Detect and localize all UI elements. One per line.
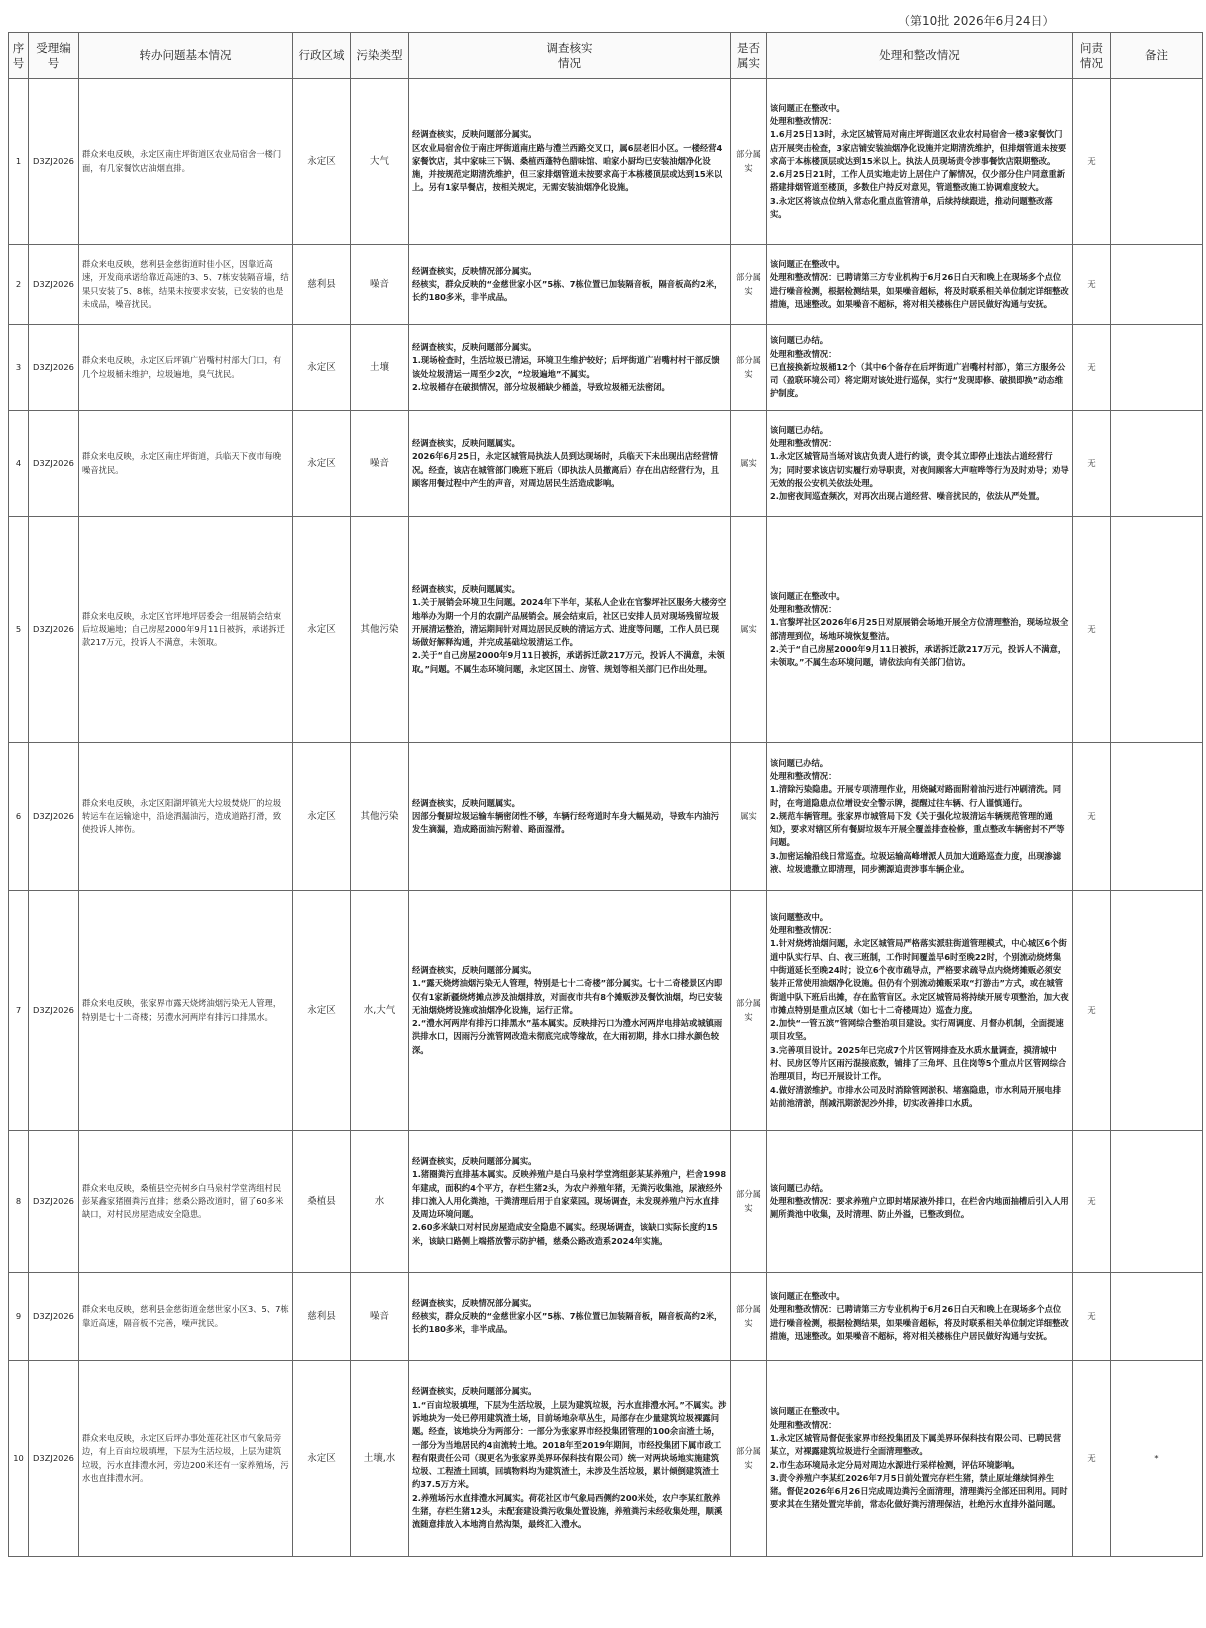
table-row xyxy=(9,743,1203,891)
cell-remark: * xyxy=(1111,1361,1203,1557)
cell-region: 永定区 xyxy=(293,79,351,245)
cell-pollution: 噪音 xyxy=(351,245,409,325)
cell-accountability: 无 xyxy=(1073,1131,1111,1273)
cell-basic: 群众来电反映，永定区阳湖坪镇光大垃圾焚烧厂的垃圾转运车在运输途中，沿途洒漏油污，造成道路打滑，致使投诉人摔伤。 xyxy=(79,743,293,891)
table-row xyxy=(9,245,1203,325)
cell-investigation: 经调查核实，反映情况部分属实。 经核实，群众反映的“金慈世家小区”5栋、7栋位置已加装隔音板，隔音板高约2米，长约180多米，非半成品。 xyxy=(409,1273,731,1361)
cell-remark xyxy=(1111,891,1203,1131)
cell-basic: 群众来电反映，永定区后坪办事处莲花社区市气象局旁边，有上百亩垃圾填埋，下层为生活垃圾，上层为建筑垃圾，污水直排澧水河，旁边200米还有一家养殖场，污水也直排澧水河。 xyxy=(79,1361,293,1557)
cell-no: 1 xyxy=(9,79,29,245)
cell-accountability: 无 xyxy=(1073,743,1111,891)
cell-handling: 该问题已办结。 处理和整改情况：要求养殖户立即封堵尿液外排口，在栏舍内地面抽槽后引入人用厕所粪池中收集，及时清理、防止外溢，已整改到位。 xyxy=(767,1131,1073,1273)
cell-id: D3ZJ2026 xyxy=(29,743,79,891)
cell-id: D3ZJ2026 xyxy=(29,79,79,245)
cell-region: 桑植县 xyxy=(293,1131,351,1273)
cell-region: 永定区 xyxy=(293,411,351,517)
cell-region: 永定区 xyxy=(293,517,351,743)
cell-investigation: 经调查核实，反映问题属实。 因部分餐厨垃圾运输车辆密闭性不够，车辆行经弯道时车身大幅晃动，导致车内油污发生滴漏，造成路面油污附着、路面湿滑。 xyxy=(409,743,731,891)
cell-no: 2 xyxy=(9,245,29,325)
cell-fact: 部分属实 xyxy=(731,1361,767,1557)
petition-table xyxy=(8,32,1203,1557)
cell-no: 7 xyxy=(9,891,29,1131)
cell-remark xyxy=(1111,743,1203,891)
cell-investigation: 经调查核实，反映问题部分属实。 1.“百亩垃圾填埋，下层为生活垃圾，上层为建筑垃圾，污水直排澧水河。”不属实。涉诉地块为一处已停用建筑渣土场，目前场地杂草丛生，局部存在少量建筑垃圾裸露问题。经查，该地块分为两部分：一部分为张家界市经投集团管理的100余亩渣土场，一部分为当地居民约4亩流转土地。2018年至2019年期间，市经投集团下属市政工程有限责任公司（现更名为张家界美界环保科技有限公司）统一对两块场地实施建筑垃圾、工程渣土回填，回填物料均为建筑渣土，未涉及生活垃圾，累计倾倒建筑渣土约37.5万方米。 2.养殖场污水直排澧水河属实。荷花社区市气象局西侧约200米处，农户李某红散养生猪，存栏生猪12头，未配套建设粪污收集处置设施，养殖粪污未经收集处理，顺溪流随意排放入本地湾自然沟渠，最终汇入澧水。 xyxy=(409,1361,731,1557)
cell-id: D3ZJ2026 xyxy=(29,1131,79,1273)
cell-id: D3ZJ2026 xyxy=(29,245,79,325)
cell-accountability: 无 xyxy=(1073,411,1111,517)
header-handling: 处理和整改情况 xyxy=(767,33,1073,79)
cell-remark xyxy=(1111,411,1203,517)
cell-investigation: 经调查核实，反映问题属实。 2026年6月25日，永定区城管局执法人员到达现场时，兵临天下未出现出店经营情况。经查，该店在城管部门晚班下班后（即执法人员撤离后）存在出店经营行为，且顾客用餐过程中产生的声音，对周边居民生活造成影响。 xyxy=(409,411,731,517)
cell-id: D3ZJ2026 xyxy=(29,1273,79,1361)
cell-investigation: 经调查核实，反映问题部分属实。 1.猪圈粪污直排基本属实。反映养殖户是白马泉村学堂湾组彭某某养殖户，栏舍1998年建成，面积约4个平方，存栏生猪2头，为农户养殖年猪，无粪污收集池，尿液经外排口流入人用化粪池，干粪清理后用于自家菜园。现场调查，未发现养殖户污水直排及周边环境问题。 2.60多米缺口对村民房屋造成安全隐患不属实。经现场调查，该缺口实际长度约15米，该缺口路侧上端搭放警示防护桶，慈桑公路改造系2024年实施。 xyxy=(409,1131,731,1273)
cell-pollution: 噪音 xyxy=(351,1273,409,1361)
cell-handling: 该问题正在整改中。 处理和整改情况： 1.6月25日13时，永定区城管局对南庄坪街道区农业农村局宿舍一楼3家餐饮门店开展突击检查，3家店铺安装油烟净化设施并定期清洗维护，但排烟管道未按要求高于本栋楼顶层或达到15米以上。执法人员现场责令涉事餐饮店限期整改。 2.6月25日21时，工作人员实地走访上居住户了解情况，仅少部分住户同意重新搭建排烟管道至楼顶，多数住户持反对意见，管道整改施工协调难度较大。 3.永定区将该点位纳入常态化重点监管清单，后续持续跟进，推动问题整改落实。 xyxy=(767,79,1073,245)
cell-no: 5 xyxy=(9,517,29,743)
cell-basic: 群众来电反映，永定区南庄坪街道，兵临天下夜市每晚噪音扰民。 xyxy=(79,411,293,517)
table-row xyxy=(9,79,1203,245)
cell-accountability: 无 xyxy=(1073,1273,1111,1361)
cell-basic: 群众来电反映，张家界市露天烧烤油烟污染无人管理，特别是七十二奇楼；另澧水河两岸有排污口排黑水。 xyxy=(79,891,293,1131)
cell-fact: 部分属实 xyxy=(731,1131,767,1273)
cell-handling: 该问题已办结。 处理和整改情况： 1.永定区城管局当场对该店负责人进行约谈，责令其立即停止违法占道经营行为；同时要求该店切实履行劝导职责，对夜间顾客大声喧哗等行为及时劝导；劝导无效的报公安机关依法处理。 2.加密夜间巡查频次，对再次出现占道经营、噪音扰民的，依法从严处置。 xyxy=(767,411,1073,517)
cell-pollution: 土壤 xyxy=(351,325,409,411)
cell-basic: 群众来电反映，永定区南庄坪街道区农业局宿舍一楼门面，有几家餐饮店油烟直排。 xyxy=(79,79,293,245)
cell-handling: 该问题正在整改中。 处理和整改情况：已聘请第三方专业机构于6月26日白天和晚上在现场多个点位进行噪音检测，根据检测结果，如果噪音超标，将及时联系相关单位制定详细整改措施，迅速整改。如果噪音不超标，将对相关楼栋住户居民做好沟通与安抚。 xyxy=(767,245,1073,325)
header-basic: 转办问题基本情况 xyxy=(79,33,293,79)
cell-investigation: 经调查核实，反映问题部分属实。 1.“露天烧烤油烟污染无人管理，特别是七十二奇楼”部分属实。七十二奇楼景区内即仅有1家新疆烧烤摊点涉及油烟排放，对面夜市共有8个摊贩涉及餐饮油烟，均已安装无油烟烧烤设施或油烟净化设施，运行正常。 2.“澧水河两岸有排污口排黑水”基本属实。反映排污口为澧水河两岸电排站或城镇雨洪排水口，因雨污分流管网改造未彻底完成等缘故，在大雨初期，排水口排水颜色较深。 xyxy=(409,891,731,1131)
cell-no: 9 xyxy=(9,1273,29,1361)
cell-region: 永定区 xyxy=(293,743,351,891)
cell-fact: 部分属实 xyxy=(731,325,767,411)
cell-accountability: 无 xyxy=(1073,325,1111,411)
cell-id: D3ZJ2026 xyxy=(29,891,79,1131)
cell-investigation: 经调查核实，反映问题属实。 1.关于展销会环境卫生问题。2024年下半年，某私人企业在官黎坪社区服务大楼旁空地举办为期一个月的农副产品展销会。展会结束后，社区已安排人员对现场残留垃圾开展清运整治，清运期间针对周边居民反映的清运方式、进度等问题，工作人员已现场做好解释沟通，并完成基础垃圾清运工作。 2.关于“自己房屋2000年9月11日被拆，承诺拆迁款217万元，投诉人不满意，未领取。”问题。不属生态环境问题，永定区国土、房管、规划等相关部门已作出处理。 xyxy=(409,517,731,743)
cell-pollution: 其他污染 xyxy=(351,743,409,891)
header-remark: 备注 xyxy=(1111,33,1203,79)
table-row xyxy=(9,1131,1203,1273)
cell-accountability: 无 xyxy=(1073,517,1111,743)
cell-basic: 群众来电反映，永定区后坪镇广岩嘴村村部大门口，有几个垃圾桶未维护，垃圾遍地，臭气扰民。 xyxy=(79,325,293,411)
cell-investigation: 经调查核实，反映问题部分属实。 区农业局宿舍位于南庄坪街道南庄路与澧兰西路交叉口，属6层老旧小区。一楼经营4家餐饮店，其中家味三下锅、桑植西蓬特色腊味馆、咱家小厨均已安装油烟净化设施，并按规范定期清洗维护，但三家排烟管道未按要求高于本栋楼顶层或达到15米以上。另有1家早餐店，按相关规定，无需安装油烟净化设施。 xyxy=(409,79,731,245)
header-fact: 是否属实 xyxy=(731,33,767,79)
cell-id: D3ZJ2026 xyxy=(29,1361,79,1557)
header-row xyxy=(9,33,1203,79)
table-row xyxy=(9,1273,1203,1361)
cell-pollution: 水 xyxy=(351,1131,409,1273)
header-investigation: 调查核实 情况 xyxy=(409,33,731,79)
cell-accountability: 无 xyxy=(1073,79,1111,245)
cell-basic: 群众来电反映，桑植县空壳树乡白马泉村学堂湾组村民彭某鑫家猪圈粪污直排；慈桑公路改道时，留了60多米缺口，对村民房屋造成安全隐患。 xyxy=(79,1131,293,1273)
cell-region: 永定区 xyxy=(293,325,351,411)
cell-accountability: 无 xyxy=(1073,245,1111,325)
cell-remark xyxy=(1111,245,1203,325)
cell-handling: 该问题已办结。 处理和整改情况： 已直接换新垃圾桶12个（其中6个备存在后坪街道广岩嘴村村部），第三方服务公司（盈联环境公司）将定期对该处进行巡保，实行“发现即修、破损即换”动态维护制度。 xyxy=(767,325,1073,411)
table-row xyxy=(9,325,1203,411)
table-row xyxy=(9,517,1203,743)
cell-pollution: 土壤,水 xyxy=(351,1361,409,1557)
cell-no: 6 xyxy=(9,743,29,891)
table-row xyxy=(9,411,1203,517)
cell-basic: 群众来电反映，永定区官坪地坪居委会一组展销会结束后垃圾遍地；自己房屋2000年9月11日被拆，承诺拆迁款217万元，投诉人不满意，未领取。 xyxy=(79,517,293,743)
header-region: 行政区域 xyxy=(293,33,351,79)
cell-fact: 部分属实 xyxy=(731,79,767,245)
cell-remark xyxy=(1111,517,1203,743)
header-pollution: 污染类型 xyxy=(351,33,409,79)
cell-no: 8 xyxy=(9,1131,29,1273)
cell-region: 慈利县 xyxy=(293,245,351,325)
header-no: 序号 xyxy=(9,33,29,79)
cell-handling: 该问题整改中。 处理和整改情况： 1.针对烧烤油烟问题，永定区城管局严格落实派驻街道管理模式，中心城区6个街道中队实行早、白、夜三班制，工作时间覆盖早6时至晚22时，个别流动烧烤集中街道延长至晚24时；设立6个夜市疏导点，严格要求疏导点内烧烤摊贩必须安装并正常使用油烟净化设施。但仍有个别流动摊贩采取“打游击”方式，或在城管街道中队下班后出摊，存在监管盲区。永定区城管局将持续开展专项整治，加大夜市摊点特别是重点区域（如七十二奇楼周边）巡查力度。 2.加快“一管五滨”管网综合整治项目建设。实行周调度、月督办机制，全面提速项目攻坚。 3.完善项目设计。2025年已完成7个片区管网排查及水质水量调查，摸清城中村、民房区等片区雨污混接底数，铺排了三角坪、且住岗等5个重点片区管网综合治理项目，均已开展设计工作。 4.做好清淤维护。市排水公司及时消除管网淤积、堵塞隐患，市水利局开展电排站前池清淤，削减汛期淤泥沙外排，切实改善排口水质。 xyxy=(767,891,1073,1131)
cell-accountability: 无 xyxy=(1073,891,1111,1131)
cell-investigation: 经调查核实，反映问题部分属实。 1.现场检查时，生活垃圾已清运，环境卫生维护较好；后坪街道广岩嘴村村干部反馈该处垃圾清运一周至少2次，“垃圾遍地”不属实。 2.垃圾桶存在破损情况，部分垃圾桶缺少桶盖，导致垃圾桶无法密闭。 xyxy=(409,325,731,411)
cell-pollution: 其他污染 xyxy=(351,517,409,743)
cell-id: D3ZJ2026 xyxy=(29,325,79,411)
table-row xyxy=(9,1361,1203,1557)
cell-handling: 该问题正在整改中。 处理和整改情况：已聘请第三方专业机构于6月26日白天和晚上在现场多个点位进行噪音检测，根据检测结果，如果噪音超标，将及时联系相关单位制定详细整改措施，迅速整改。如果噪音不超标，将对相关楼栋住户居民做好沟通与安抚。 xyxy=(767,1273,1073,1361)
header-accountability: 问责情况 xyxy=(1073,33,1111,79)
cell-basic: 群众来电反映，慈利县金慈街道时佳小区，因靠近高速，开发商承诺给靠近高速的3、5、7栋安装隔音墙，结果只安装了5、8栋，结果未按要求安装，已安装的也是未成品，噪音扰民。 xyxy=(79,245,293,325)
cell-fact: 部分属实 xyxy=(731,891,767,1131)
cell-no: 10 xyxy=(9,1361,29,1557)
cell-pollution: 噪音 xyxy=(351,411,409,517)
cell-pollution: 大气 xyxy=(351,79,409,245)
cell-handling: 该问题正在整改中。 处理和整改情况： 1.永定区城管局督促张家界市经投集团及下属美界环保科技有限公司、已聘民营某立，对裸露建筑垃圾进行全面清理整改。 2.市生态环境局永定分局对周边水源进行采样检测，评估环境影响。 3.责令养殖户李某红2026年7月5日前处置完存栏生猪，禁止原址继续饲养生猪。督促2026年6月26日完成周边粪污全面清理，清理粪污全部还田利用。同时要求其在生猪处置完毕前，常态化做好粪污清理保洁，杜绝污水直排外溢问题。 xyxy=(767,1361,1073,1557)
table-row xyxy=(9,891,1203,1131)
cell-remark xyxy=(1111,79,1203,245)
cell-fact: 部分属实 xyxy=(731,1273,767,1361)
cell-no: 4 xyxy=(9,411,29,517)
batch-label: （第10批 2026年6月24日） xyxy=(898,14,1055,28)
header-id: 受理编号 xyxy=(29,33,79,79)
cell-fact: 属实 xyxy=(731,411,767,517)
cell-region: 慈利县 xyxy=(293,1273,351,1361)
cell-region: 永定区 xyxy=(293,891,351,1131)
cell-basic: 群众来电反映，慈利县金慈街道金慈世家小区3、5、7栋靠近高速，隔音板不完善，噪声扰民。 xyxy=(79,1273,293,1361)
cell-investigation: 经调查核实，反映情况部分属实。 经核实，群众反映的“金慈世家小区”5栋、7栋位置已加装隔音板，隔音板高约2米，长约180多米，非半成品。 xyxy=(409,245,731,325)
cell-pollution: 水,大气 xyxy=(351,891,409,1131)
cell-remark xyxy=(1111,1273,1203,1361)
cell-handling: 该问题正在整改中。 处理和整改情况： 1.官黎坪社区2026年6月25日对原展销会场地开展全方位清理整治，现场垃圾全部清理到位，场地环境恢复整洁。 2.关于“自己房屋2000年9月11日被拆，承诺拆迁款217万元，投诉人不满意，未领取。”不属生态环境问题，请依法向有关部门信访。 xyxy=(767,517,1073,743)
cell-handling: 该问题已办结。 处理和整改情况： 1.清除污染隐患。开展专项清理作业，用烧碱对路面附着油污进行冲刷清洗。同时，在弯道隐患点位增设安全警示牌，提醒过往车辆、行人谨慎通行。 2.规范车辆管理。张家界市城管局下发《关于强化垃圾清运车辆规范管理的通知》，要求对辖区所有餐厨垃圾车开展全覆盖排查检修，重点整改车辆密封不严等问题。 3.加密运输沿线日常巡查。垃圾运输高峰增派人员加大道路巡查力度，出现渗滤液、垃圾遗撒立即清理，同步溯源追责涉事车辆企业。 xyxy=(767,743,1073,891)
cell-fact: 部分属实 xyxy=(731,245,767,325)
cell-remark xyxy=(1111,325,1203,411)
cell-no: 3 xyxy=(9,325,29,411)
cell-region: 永定区 xyxy=(293,1361,351,1557)
cell-fact: 属实 xyxy=(731,517,767,743)
cell-id: D3ZJ2026 xyxy=(29,411,79,517)
cell-remark xyxy=(1111,1131,1203,1273)
cell-accountability: 无 xyxy=(1073,1361,1111,1557)
cell-id: D3ZJ2026 xyxy=(29,517,79,743)
cell-fact: 属实 xyxy=(731,743,767,891)
